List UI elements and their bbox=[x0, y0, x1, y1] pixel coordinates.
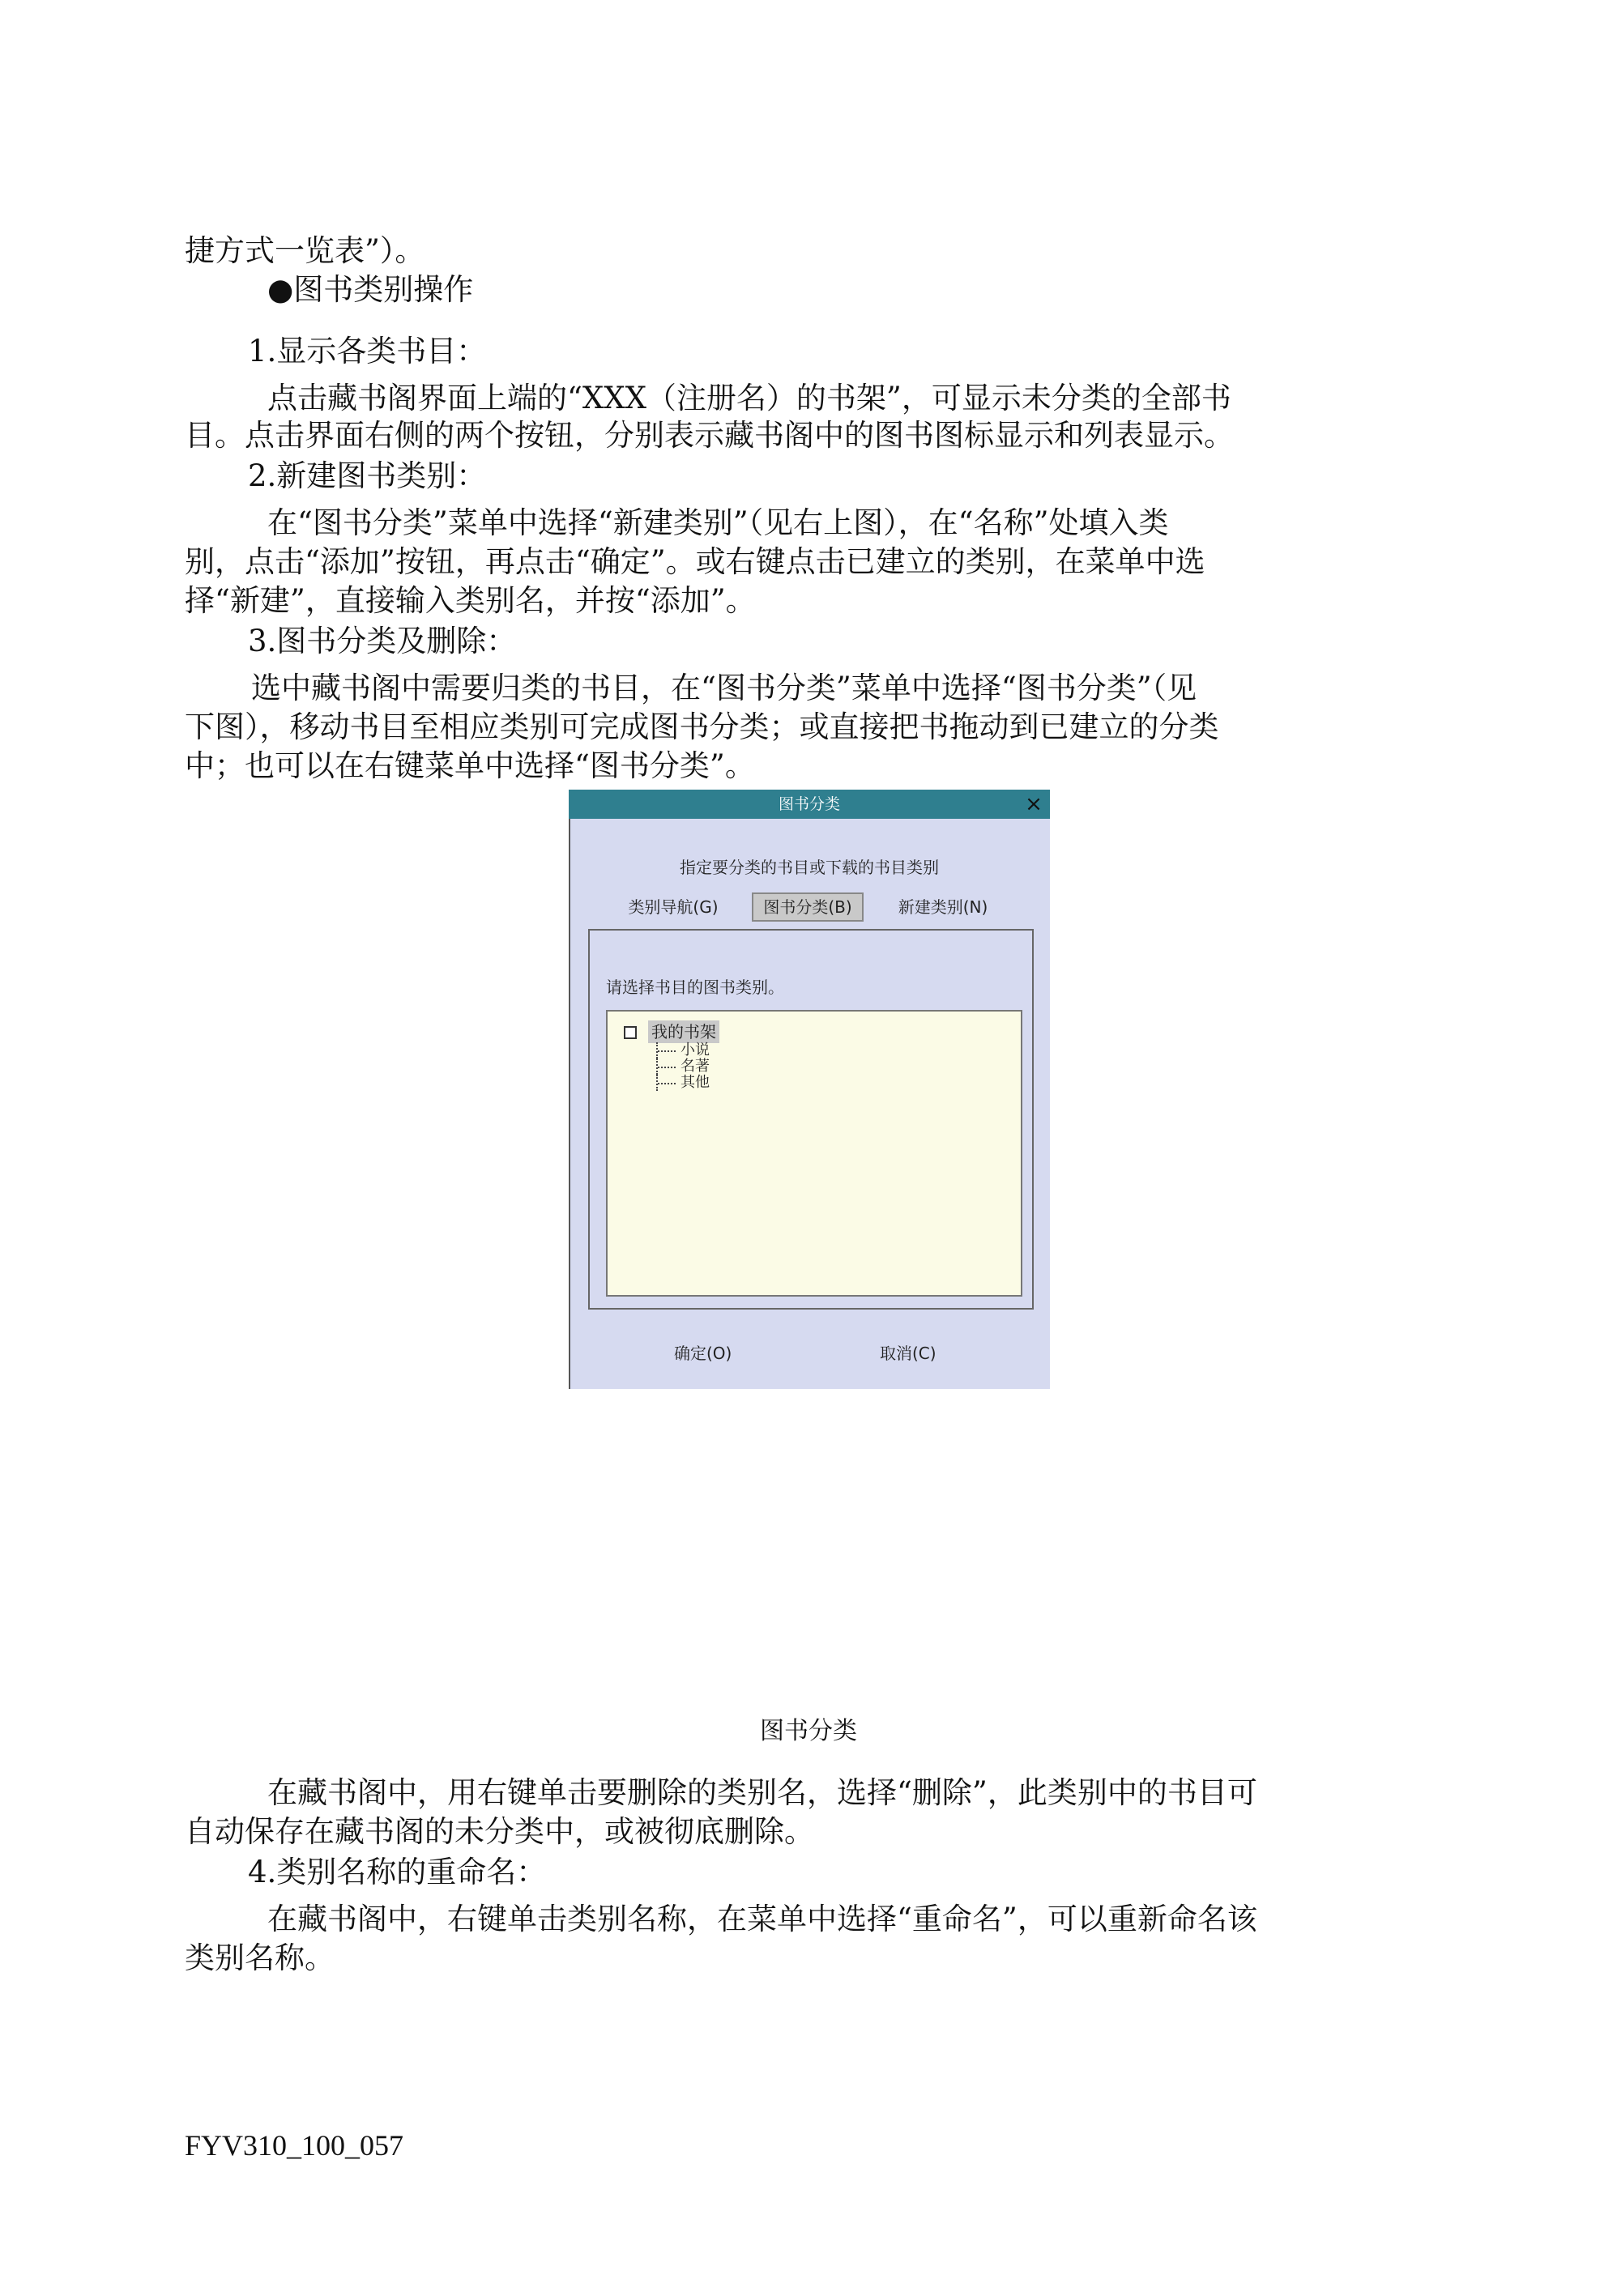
book-category-dialog bbox=[569, 790, 1050, 1389]
tree-branch-line bbox=[656, 1042, 679, 1059]
paragraph-line: 择“新建”，直接输入类别名，并按“添加”。 bbox=[185, 583, 756, 618]
subheading-classify-delete: 3.图书分类及删除： bbox=[248, 624, 517, 658]
paragraph-line: 点击藏书阁界面上端的“XXX（注册名）的书架”，可显示未分类的全部书 bbox=[267, 381, 1231, 415]
tree-branch-line bbox=[656, 1059, 679, 1075]
subheading-display: 1.显示各类书目： bbox=[248, 334, 487, 368]
paragraph-line: 选中藏书阁中需要归类的书目，在“图书分类”菜单中选择“图书分类”（见 bbox=[251, 671, 1197, 705]
paragraph-line: 自动保存在藏书阁的未分类中，或被彻底删除。 bbox=[185, 1814, 814, 1849]
paragraph-line: 在藏书阁中，用右键单击要删除的类别名，选择“删除”，此类别中的书目可 bbox=[267, 1775, 1257, 1810]
cancel-button[interactable]: 取消(C) bbox=[880, 1344, 936, 1363]
paragraph-line: 中；也可以在右键菜单中选择“图书分类”。 bbox=[185, 748, 755, 783]
subheading-rename: 4.类别名称的重命名： bbox=[248, 1855, 547, 1889]
dialog-titlebar bbox=[569, 790, 1050, 819]
section-heading: ●图书类别操作 bbox=[267, 272, 474, 307]
tree-branch-line bbox=[656, 1075, 679, 1091]
paragraph-line: 目。点击界面右侧的两个按钮，分别表示藏书阁中的图书图标显示和列表显示。 bbox=[185, 418, 1234, 453]
tree-item[interactable]: 其他 bbox=[681, 1074, 710, 1091]
paragraph-line: 下图），移动书目至相应类别可完成图书分类；或直接把书拖动到已建立的分类 bbox=[185, 709, 1219, 744]
close-icon[interactable]: × bbox=[1025, 792, 1043, 816]
tab-category-nav[interactable]: 类别导航(G) bbox=[628, 897, 719, 917]
tab-new-category[interactable]: 新建类别(N) bbox=[898, 897, 988, 917]
tree-item[interactable]: 小说 bbox=[681, 1042, 710, 1059]
tab-book-classify[interactable]: 图书分类(B) bbox=[752, 892, 864, 922]
paragraph-line: 在藏书阁中，右键单击类别名称，在菜单中选择“重命名”，可以重新命名该 bbox=[267, 1902, 1257, 1936]
paragraph-line: 在“图书分类”菜单中选择“新建类别”（见右上图），在“名称”处填入类 bbox=[267, 505, 1169, 540]
figure-caption: 图书分类 bbox=[760, 1717, 857, 1745]
paragraph-line: 类别名称。 bbox=[185, 1940, 335, 1975]
dialog-title: 图书分类 bbox=[778, 795, 840, 813]
expand-toggle-icon[interactable] bbox=[624, 1026, 637, 1039]
paragraph-line: 别，点击“添加”按钮，再点击“确定”。或右键点击已建立的类别，在菜单中选 bbox=[185, 544, 1205, 579]
dialog-description: 指定要分类的书目或下载的书目类别 bbox=[680, 858, 939, 877]
category-tree[interactable] bbox=[606, 1010, 1022, 1297]
category-prompt: 请选择书目的图书类别。 bbox=[606, 978, 784, 997]
tree-item[interactable]: 名著 bbox=[681, 1058, 710, 1075]
subheading-new-category: 2.新建图书类别： bbox=[248, 458, 487, 493]
document-footer-code: FYV310_100_057 bbox=[185, 2129, 404, 2162]
ok-button[interactable]: 确定(O) bbox=[674, 1344, 732, 1363]
paragraph-line: 捷方式一览表”）。 bbox=[185, 233, 425, 268]
tree-root[interactable]: 我的书架 bbox=[648, 1020, 719, 1043]
